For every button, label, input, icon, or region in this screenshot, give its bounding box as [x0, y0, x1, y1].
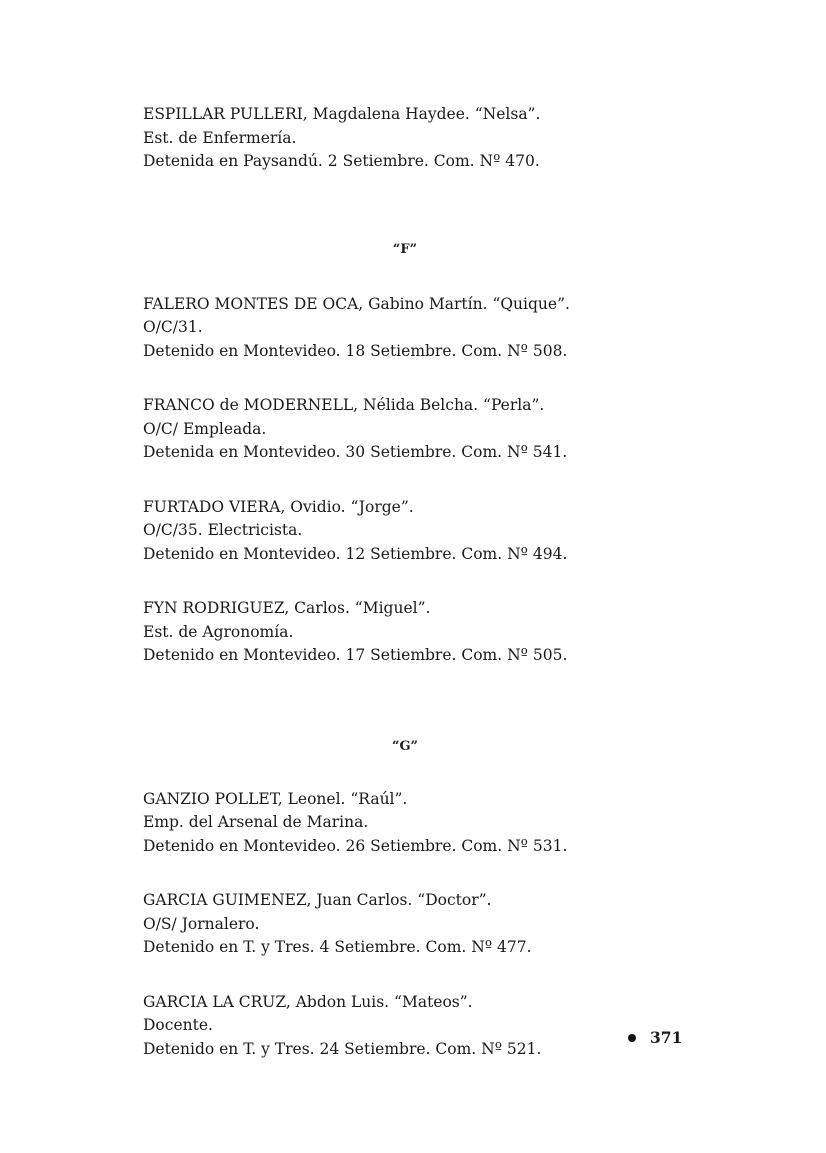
- entry-name: GARCIA GUIMENEZ, Juan Carlos. “Doctor”.: [143, 891, 492, 909]
- entry-name: FYN RODRIGUEZ, Carlos. “Miguel”.: [143, 599, 431, 617]
- entry-detention: Detenido en Montevideo. 26 Setiembre. Com. Nº 531.: [143, 836, 568, 855]
- entry-name: GANZIO POLLET, Leonel. “Raúl”.: [143, 789, 408, 808]
- entry-name: GARCIA LA CRUZ, Abdon Luis. “Mateos”.: [143, 992, 473, 1011]
- entry-detention: Detenido en T. y Tres. 24 Setiembre. Com. Nº 521.: [143, 1039, 542, 1058]
- entry-occupation: Docente.: [143, 1016, 213, 1034]
- list-entry: [143, 103, 703, 174]
- entry-detention: Detenida en Montevideo. 30 Setiembre. Com. Nº 541.: [143, 443, 568, 461]
- list-entry: [143, 788, 703, 859]
- section-heading-g: “G”: [391, 738, 419, 754]
- page-number: 371: [650, 1028, 683, 1047]
- entry-name: FRANCO de MODERNELL, Nélida Belcha. “Perla”.: [143, 396, 545, 414]
- entry-occupation: O/C/ Empleada.: [143, 419, 267, 438]
- entry-name: FURTADO VIERA, Ovidio. “Jorge”.: [143, 497, 414, 516]
- entry-occupation: Est. de Agronomía.: [143, 622, 294, 641]
- entry-occupation: O/C/35. Electricista.: [143, 521, 303, 539]
- entry-detention: Detenido en Montevideo. 18 Setiembre. Com. Nº 508.: [143, 341, 568, 360]
- entry-detention: Detenido en Montevideo. 12 Setiembre. Com. Nº 494.: [143, 544, 568, 563]
- section-heading-f: “F”: [392, 241, 418, 257]
- bullet-icon: [628, 1034, 636, 1042]
- entry-occupation: O/S/ Jornalero.: [143, 914, 260, 933]
- page-content: [143, 103, 703, 1092]
- entry-name: FALERO MONTES DE OCA, Gabino Martín. “Quique”.: [143, 294, 570, 313]
- list-entry: [143, 889, 703, 960]
- entry-occupation: Emp. del Arsenal de Marina.: [143, 813, 369, 831]
- list-entry: [143, 597, 703, 668]
- list-entry: [143, 293, 703, 364]
- list-entry: [143, 991, 703, 1062]
- entry-occupation: O/C/31.: [143, 318, 203, 336]
- page-folio: [628, 1028, 682, 1048]
- entry-occupation: Est. de Enfermería.: [143, 128, 297, 147]
- entry-detention: Detenido en T. y Tres. 4 Setiembre. Com. Nº 477.: [143, 938, 532, 956]
- entry-detention: Detenida en Paysandú. 2 Setiembre. Com. Nº 470.: [143, 152, 540, 170]
- list-entry: [143, 394, 703, 465]
- list-entry: [143, 496, 703, 567]
- entry-name: ESPILLAR PULLERI, Magdalena Haydee. “Nelsa”.: [143, 105, 541, 123]
- entry-detention: Detenido en Montevideo. 17 Setiembre. Com. Nº 505.: [143, 646, 568, 664]
